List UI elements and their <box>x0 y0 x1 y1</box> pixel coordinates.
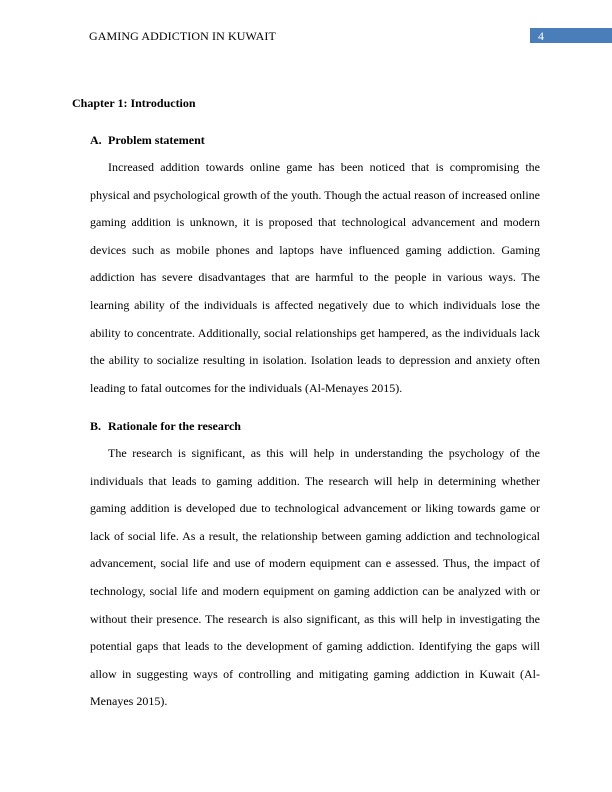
running-head: GAMING ADDICTION IN KUWAIT <box>89 29 276 43</box>
section-marker: B. <box>90 419 102 433</box>
section-heading-text: Rationale for the research <box>108 419 241 433</box>
section-heading-problem-statement <box>90 133 205 148</box>
section-heading-rationale <box>90 419 241 434</box>
chapter-title: Chapter 1: Introduction <box>72 96 196 110</box>
page-number-box <box>530 28 612 43</box>
paragraph-problem-statement: Increased addition towards online game has been noticed that is compromising the physical and psychological growth of the youth. Though the actual reason of increased online gaming addition is unknown, it is proposed that technological advancement and modern devices such as mobile phones and laptops have influenced gaming addiction. Gaming addiction has severe disadvantages that are harmful to the people in various ways. The learning ability of the individuals is affected negatively due to which individuals lose the ability to concentrate. Additionally, social relationships get hampered, as the individuals lack the ability to socialize resulting in isolation. Isolation leads to depression and anxiety often leading to fatal outcomes for the individuals (Al-Menayes 2015). <box>90 160 540 395</box>
page-number: 4 <box>538 29 544 43</box>
section-marker: A. <box>90 133 102 147</box>
section-heading-text: Problem statement <box>108 133 205 147</box>
paragraph-rationale: The research is significant, as this will help in understanding the psychology of the individuals that leads to gaming addition. The research will help in determining whether gaming addition is developed due to technological advancement or liking towards game or lack of social life. As a result, the relationship between gaming addiction and technological advancement, social life and use of modern equipment can e assessed. Thus, the impact of technology, social life and modern equipment on gaming addiction can be analyzed with or without their presence. The research is also significant, as this will help in investigating the potential gaps that leads to the development of gaming addiction. Identifying the gaps will allow in suggesting ways of controlling and mitigating gaming addiction in Kuwait (Al-Menayes 2015). <box>90 446 540 709</box>
